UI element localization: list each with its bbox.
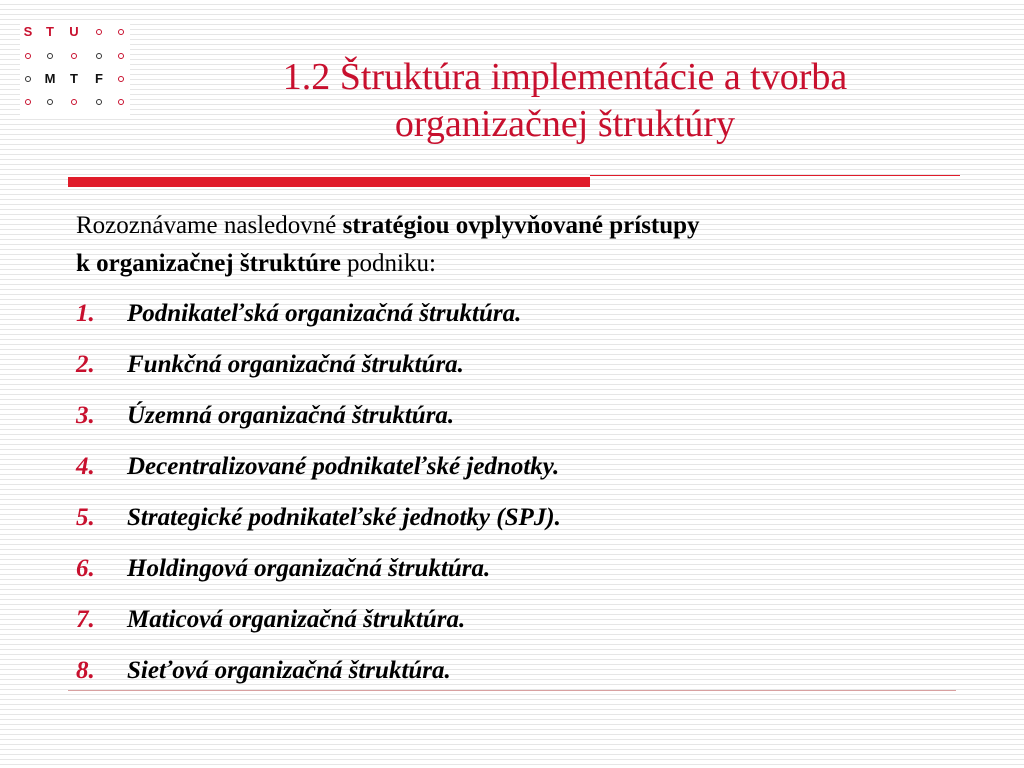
list-item-number: 2. <box>76 351 95 378</box>
slide-title-line: organizačnej štruktúry <box>394 103 736 145</box>
logo-dot <box>96 53 102 59</box>
logo-letter: U <box>69 24 79 39</box>
list-item <box>76 296 561 347</box>
slide-title-line: 1.2 Štruktúra implementácie a tvorba <box>282 56 848 98</box>
structure-list <box>76 296 561 704</box>
logo-letter: F <box>95 71 103 86</box>
list-item-text: Sieťová organizačná štruktúra. <box>127 657 451 684</box>
logo-dot <box>25 99 31 105</box>
list-item-text: Decentralizované podnikateľské jednotky. <box>127 453 560 480</box>
stu-mtf-logo <box>20 20 130 116</box>
logo-dot <box>118 76 124 82</box>
list-item-text: Strategické podnikateľské jednotky (SPJ). <box>127 504 561 531</box>
intro-paragraph <box>76 207 956 283</box>
list-item-text: Podnikateľská organizačná štruktúra. <box>127 300 522 327</box>
list-item-text: Funkčná organizačná štruktúra. <box>127 351 464 378</box>
list-item <box>76 551 561 602</box>
logo-dot <box>25 76 31 82</box>
logo-letter: T <box>46 24 54 39</box>
list-item-text: Územná organizačná štruktúra. <box>127 402 455 429</box>
list-item <box>76 449 561 500</box>
title-underline-thin <box>590 175 960 176</box>
logo-dot <box>47 99 53 105</box>
list-item-number: 1. <box>76 300 95 327</box>
title-underline-thick <box>68 177 590 187</box>
logo-dot <box>118 99 124 105</box>
logo-dot <box>71 99 77 105</box>
list-item-number: 6. <box>76 555 95 582</box>
logo-letter: M <box>44 71 56 86</box>
logo-dot <box>118 29 124 35</box>
list-item <box>76 347 561 398</box>
list-item-text: Holdingová organizačná štruktúra. <box>127 555 491 582</box>
intro-text: podniku: <box>340 250 436 277</box>
logo-dot <box>71 53 77 59</box>
intro-bold-text: k organizačnej štruktúre <box>76 250 341 277</box>
logo-letter: T <box>70 71 78 86</box>
logo-letter: S <box>23 24 33 39</box>
footer-divider <box>68 690 956 691</box>
list-item <box>76 602 561 653</box>
list-item-number: 8. <box>76 657 95 684</box>
logo-dot <box>96 99 102 105</box>
list-item <box>76 500 561 551</box>
intro-bold-text: stratégiou ovplyvňované prístupy <box>342 212 700 239</box>
logo-dot <box>25 53 31 59</box>
slide-title <box>150 54 980 148</box>
list-item-text: Maticová organizačná štruktúra. <box>127 606 466 633</box>
logo-dot <box>118 53 124 59</box>
list-item <box>76 653 561 704</box>
list-item-number: 5. <box>76 504 95 531</box>
logo-dot <box>47 53 53 59</box>
logo-dot <box>96 29 102 35</box>
list-item-number: 3. <box>76 402 95 429</box>
list-item <box>76 398 561 449</box>
intro-text: Rozoznávame nasledovné <box>76 212 343 239</box>
list-item-number: 7. <box>76 606 95 633</box>
list-item-number: 4. <box>76 453 95 480</box>
